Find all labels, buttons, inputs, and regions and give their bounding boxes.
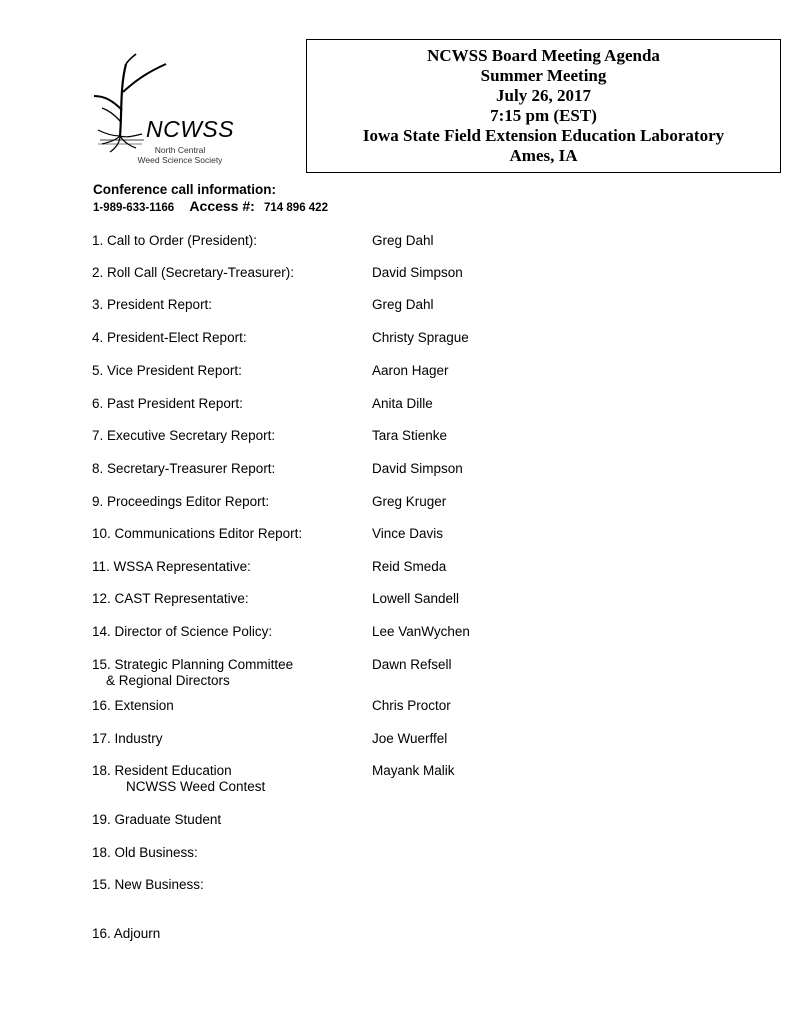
agenda-item-label: 15. New Business: xyxy=(92,877,204,892)
logo-subtitle-line1: North Central xyxy=(154,145,206,155)
access-label: Access #: xyxy=(189,198,255,214)
agenda-item-label: 18. Old Business: xyxy=(92,845,198,860)
agenda-item-label: 4. President-Elect Report: xyxy=(92,330,247,345)
agenda-item-subline: NCWSS Weed Contest xyxy=(126,779,266,794)
header-location: Iowa State Field Extension Education Laboratory xyxy=(362,126,725,145)
agenda-item-label: 2. Roll Call (Secretary-Treasurer): xyxy=(92,265,295,280)
access-code: 714 896 422 xyxy=(264,202,328,214)
agenda-item-label: 18. Resident Education xyxy=(92,763,232,778)
agenda-item-presenter: Reid Smeda xyxy=(372,559,447,574)
agenda-list xyxy=(92,0,692,1024)
agenda-item-presenter: Christy Sprague xyxy=(372,330,469,345)
conference-label: Conference call information: xyxy=(93,182,277,197)
header-title: NCWSS Board Meeting Agenda xyxy=(427,46,660,65)
agenda-item-label: 6. Past President Report: xyxy=(92,396,243,411)
agenda-item-presenter: Anita Dille xyxy=(372,396,433,411)
agenda-item-label: 17. Industry xyxy=(92,731,163,746)
agenda-item-presenter: Mayank Malik xyxy=(372,763,455,778)
agenda-item-presenter: Lowell Sandell xyxy=(372,591,460,606)
agenda-item-label: 16. Adjourn xyxy=(92,926,161,941)
agenda-item-label: 14. Director of Science Policy: xyxy=(92,624,273,639)
agenda-item-label: 11. WSSA Representative: xyxy=(92,559,251,574)
agenda-item-presenter: Tara Stienke xyxy=(372,428,448,443)
agenda-item-label: 3. President Report: xyxy=(92,297,213,312)
conference-phone: 1-989-633-1166 xyxy=(93,202,175,214)
agenda-item-label: 8. Secretary-Treasurer Report: xyxy=(92,461,276,476)
agenda-item-label: 5. Vice President Report: xyxy=(92,363,242,378)
agenda-item-label: 12. CAST Representative: xyxy=(92,591,249,606)
agenda-item-label: 19. Graduate Student xyxy=(92,812,222,827)
agenda-item-presenter: Dawn Refsell xyxy=(372,657,452,672)
agenda-item-subline: & Regional Directors xyxy=(106,673,230,688)
agenda-item-presenter: David Simpson xyxy=(372,265,463,280)
agenda-item-label: 10. Communications Editor Report: xyxy=(92,526,303,541)
agenda-item-label: 16. Extension xyxy=(92,698,174,713)
agenda-item-presenter: Greg Dahl xyxy=(372,233,434,248)
agenda-item-presenter: Aaron Hager xyxy=(372,363,449,378)
agenda-item-presenter: Joe Wuerffel xyxy=(372,731,448,746)
header-date: July 26, 2017 xyxy=(496,86,591,105)
header-city: Ames, IA xyxy=(509,146,578,165)
agenda-item-presenter: Greg Kruger xyxy=(372,494,447,509)
header-meeting: Summer Meeting xyxy=(480,66,607,85)
agenda-item-label: 1. Call to Order (President): xyxy=(92,233,258,248)
agenda-item-label: 15. Strategic Planning Committee xyxy=(92,657,294,672)
agenda-item-presenter: Chris Proctor xyxy=(372,698,451,713)
agenda-item-presenter: Vince Davis xyxy=(372,526,444,541)
header-time: 7:15 pm (EST) xyxy=(490,106,597,125)
logo-subtitle-line2: Weed Science Society xyxy=(137,155,223,165)
agenda-item-presenter: Greg Dahl xyxy=(372,297,434,312)
agenda-item-presenter: Lee VanWychen xyxy=(372,624,470,639)
logo-acronym: NCWSS xyxy=(146,116,235,142)
agenda-item-presenter: David Simpson xyxy=(372,461,463,476)
agenda-item-label: 9. Proceedings Editor Report: xyxy=(92,494,270,509)
agenda-item-label: 7. Executive Secretary Report: xyxy=(92,428,276,443)
